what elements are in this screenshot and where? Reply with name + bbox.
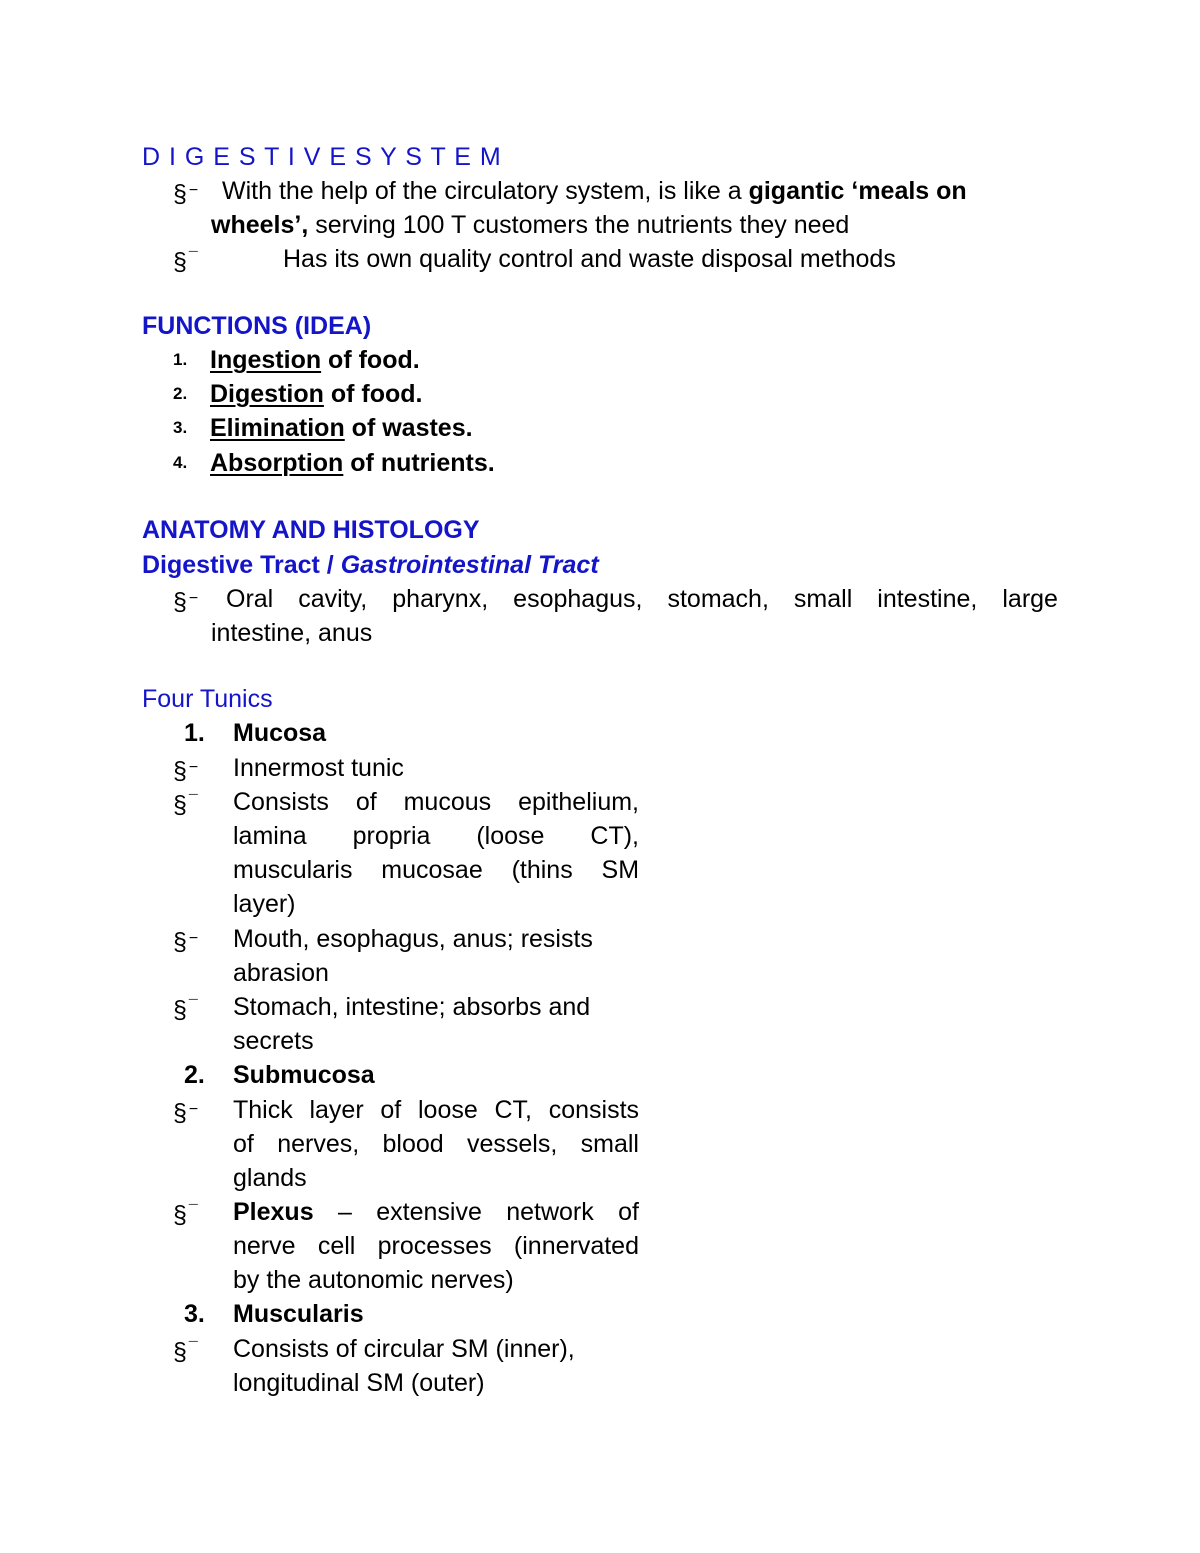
muscularis-bullet-1-line-2: longitudinal SM (outer) [233,1369,485,1397]
list-number: 1. [173,350,188,369]
tunics-heading: Four Tunics [142,685,273,713]
bullet-marker: § ¯ [173,248,198,276]
submucosa-bullet-1-line-2: of nerves, blood vessels, small [233,1130,639,1158]
submucosa-bullet-1-line-1: Thick layer of loose CT, consists [233,1096,640,1124]
list-number: 3. [184,1300,205,1328]
mucosa-bullet-4-line-2: secrets [233,1027,314,1055]
muscularis-bullet-1-line-1: Consists of circular SM (inner), [233,1335,575,1363]
submucosa-title: Submucosa [233,1061,375,1089]
document-title: D I G E S T I V E S Y S T E M [142,143,502,171]
function-item-3: Elimination of wastes. [210,414,473,442]
submucosa-bullet-2-line-3: by the autonomic nerves) [233,1266,514,1294]
submucosa-bullet-1-line-3: glands [233,1164,307,1192]
intro-bullet-1: With the help of the circulatory system, is like a gigantic ‘meals on [222,177,967,205]
mucosa-bullet-2-line-1: Consists of mucous epithelium, [233,788,639,816]
mucosa-bullet-4-line-1: Stomach, intestine; absorbs and [233,993,591,1021]
list-number: 2. [184,1061,205,1089]
bullet-marker: § − [173,757,199,785]
bullet-marker: § ¯ [173,996,198,1024]
submucosa-bullet-2-line-2: nerve cell processes (innervated [233,1232,639,1260]
mucosa-bullet-2-line-2: lamina propria (loose CT), [233,822,639,850]
tract-line-1: Oral cavity, pharynx, esophagus, stomach, small intestine, large [226,585,1058,613]
mucosa-bullet-2-line-3: muscularis mucosae (thins SM [233,856,640,884]
bullet-marker: § ¯ [173,1201,198,1229]
function-item-1: Ingestion of food. [210,346,420,374]
mucosa-bullet-3-line-1: Mouth, esophagus, anus; resists [233,925,593,953]
functions-heading: FUNCTIONS (IDEA) [142,312,372,340]
mucosa-bullet-1: Innermost tunic [233,754,404,782]
list-number: 3. [173,418,188,437]
bullet-marker: § − [173,180,199,208]
function-item-4: Absorption of nutrients. [210,449,495,477]
bullet-marker: § − [173,1099,199,1127]
list-number: 2. [173,384,188,403]
mucosa-bullet-3-line-2: abrasion [233,959,329,987]
anatomy-heading: ANATOMY AND HISTOLOGY [142,516,480,544]
anatomy-subheading: Digestive Tract / Gastrointestinal Tract [142,551,599,579]
bullet-marker: § − [173,588,199,616]
list-number: 4. [173,453,188,472]
muscularis-title: Muscularis [233,1300,364,1328]
intro-bullet-1-cont: wheels’, serving 100 T customers the nutrients they need [211,211,850,239]
intro-bullet-2: Has its own quality control and waste disposal methods [283,245,896,273]
function-item-2: Digestion of food. [210,380,423,408]
list-number: 1. [184,719,205,747]
bullet-marker: § ¯ [173,1338,198,1366]
mucosa-bullet-2-line-4: layer) [233,890,296,918]
submucosa-bullet-2-line-1: Plexus – extensive network of [233,1198,639,1226]
mucosa-title: Mucosa [233,719,327,747]
tract-line-2: intestine, anus [211,619,373,647]
bullet-marker: § ¯ [173,791,198,819]
bullet-marker: § − [173,928,199,956]
